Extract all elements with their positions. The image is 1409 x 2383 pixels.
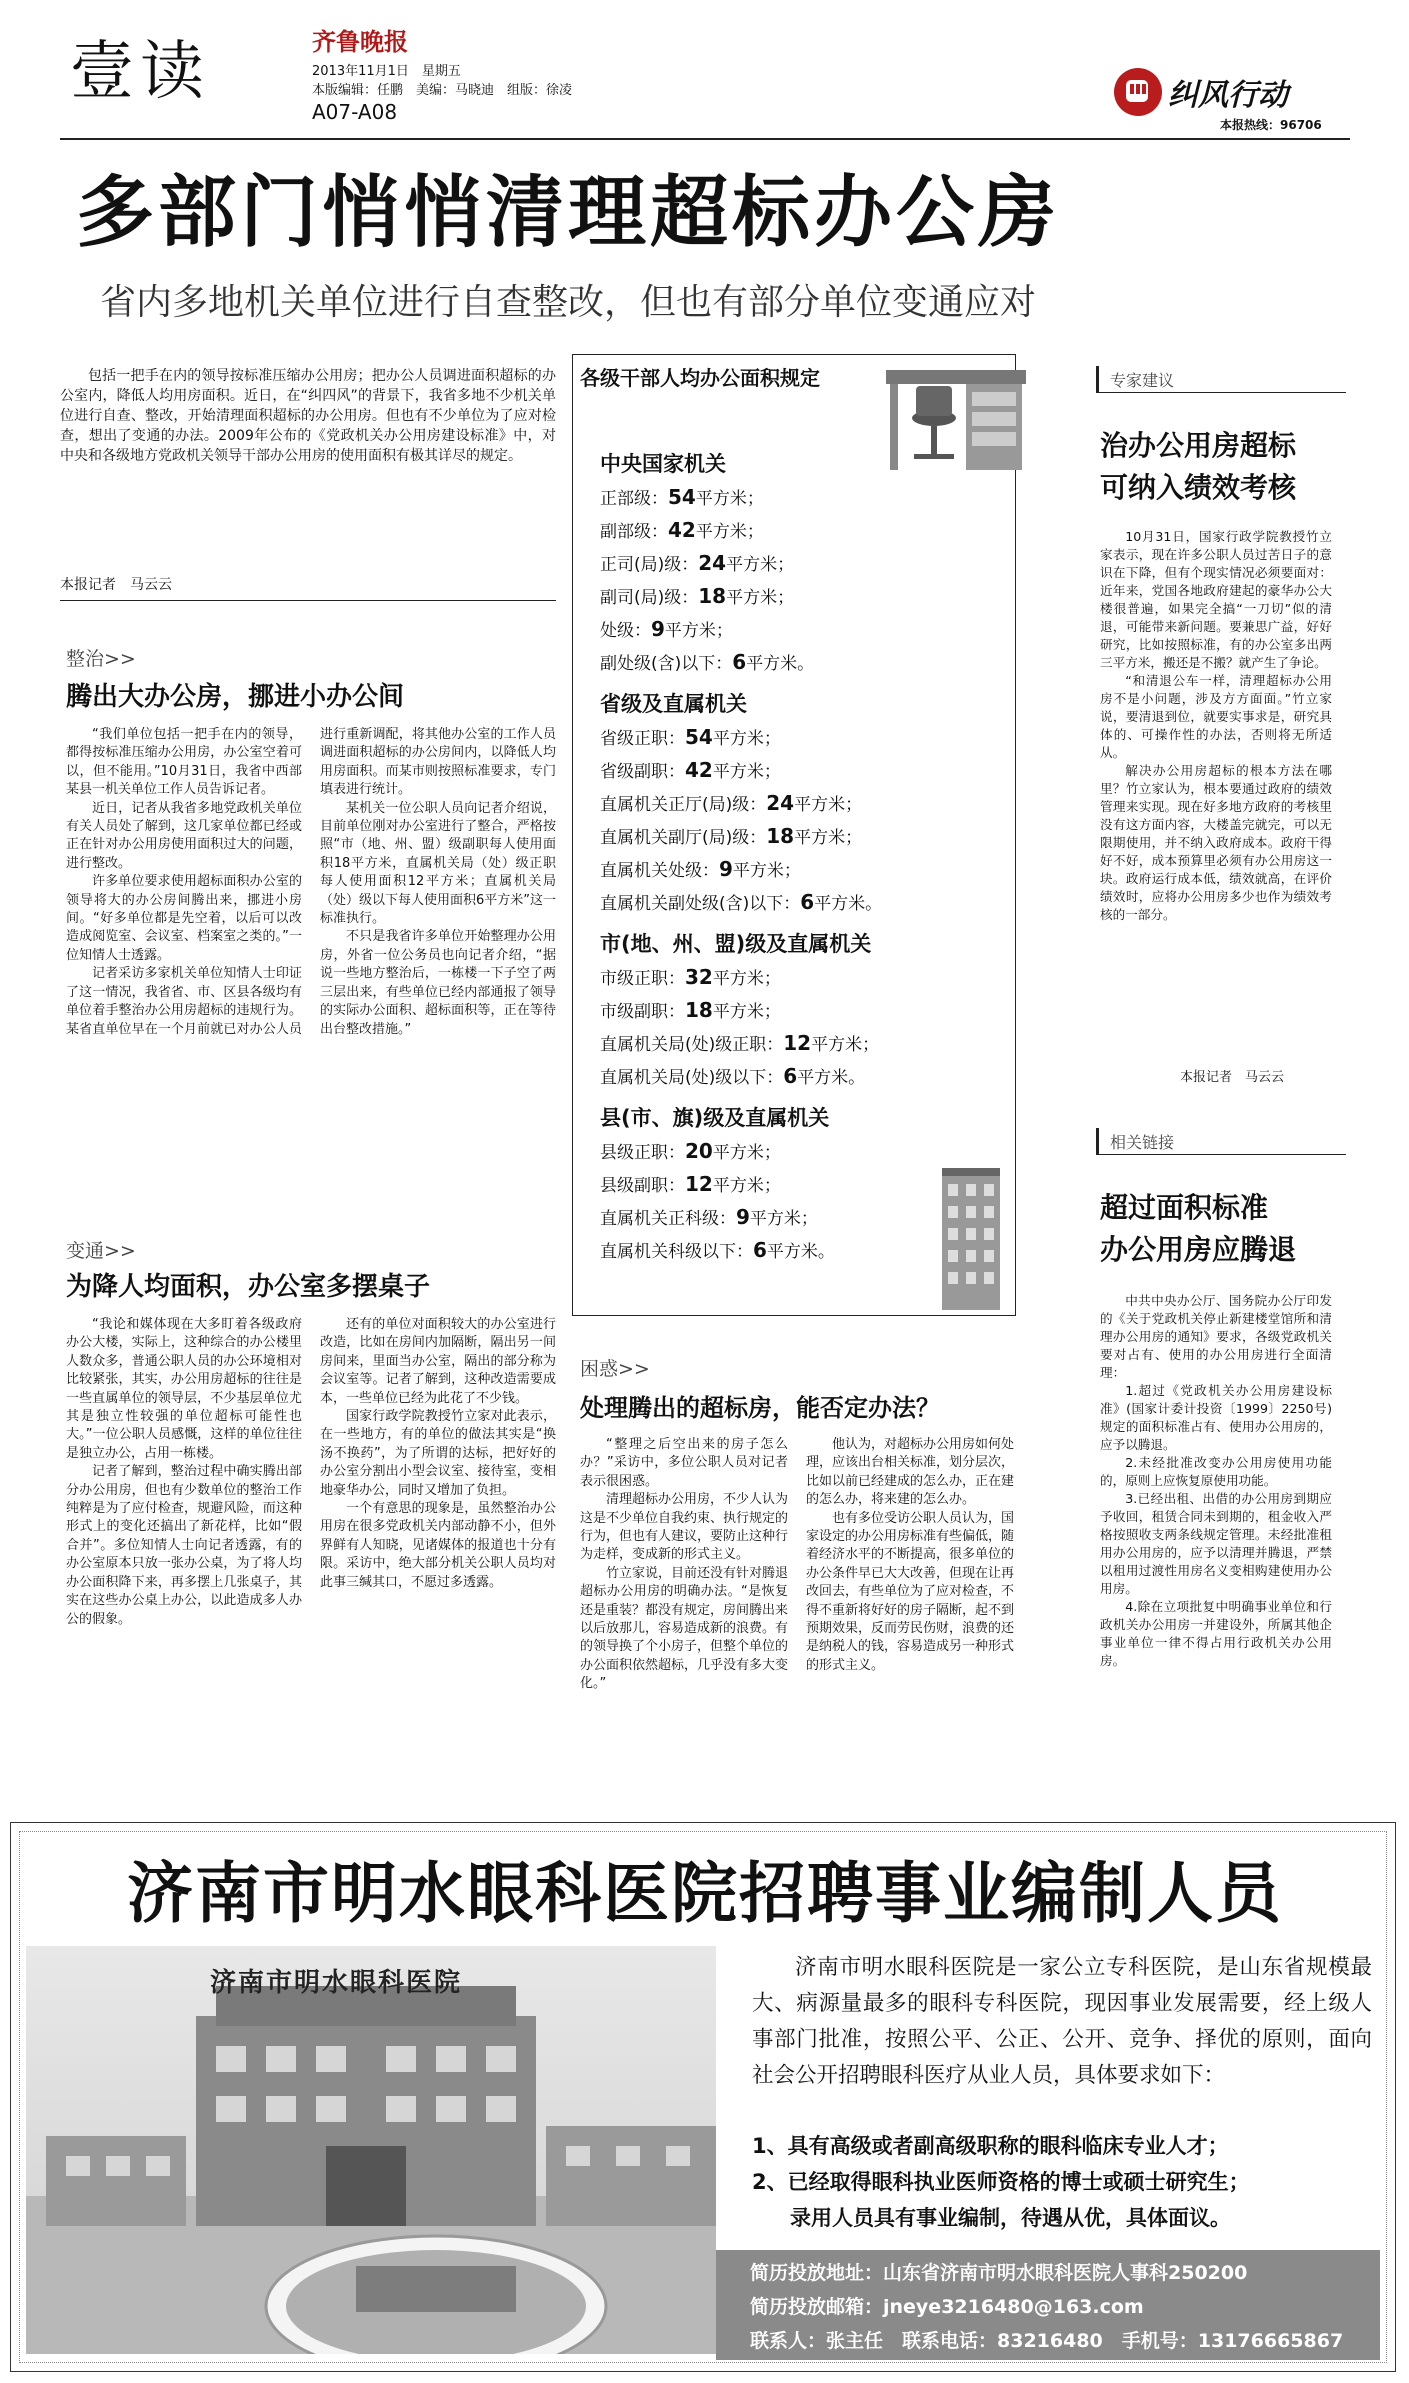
section1-body [66,726,556,1220]
page-numbers: A07-A08 [312,100,398,124]
list-item: 直属机关局(处)级正职：12平方米； [600,1031,880,1055]
list-item: 直属机关副处级(含)以下：6平方米。 [600,890,883,914]
building-illustration [936,1160,1006,1310]
masthead-rule [60,138,1350,140]
section1-p5: 某机关一位公职人员向记者介绍说，目前单位刚对办公室进行了整合，严格按照“市（地、州、盟）级副职每人使用面积18平方米，直属机关局（处）级正职每人使用面积12平方米；直属机关局（处）级以下每人使用面积6平方米”这一标准执行。 [320,800,557,927]
column-title: 纠风行动 [1168,78,1288,113]
section2-p1: “我论和媒体现在大多盯着各级政府办公大楼，实际上，这种综合的办公楼里人数众多，普通公职人员的办公环境相对比较紧张，其实，办公用房超标的往往是一些直属单位的领导层，不少基层单位尤其是独立性较强的单位超标可能性也大。”一位公职人员感慨，这样的单位往往是独立办公，占用一栋楼。 [66,1317,302,1461]
section3-p2: 清理超标办公用房，不少人认为这是不少单位自我约束、执行规定的行为，但也有人建议，要防止这种行为走样，变成新的形式主义。 [580,1492,789,1563]
section1-p6: 不只是我省许多单位开始整理办公用房，外省一位公务员也向记者介绍，“据说一些地方整治后，一栋楼一下子空了两三层出来，有些单位已经内部通报了领导的实际办公面积、超标面积等，正在等待出台整改措施。” [320,929,556,1037]
sidebar2-p3: 2.未经批准改变办公用房使用功能的，原则上应恢复原使用功能。 [1100,1455,1332,1488]
sidebar2-p1: 中共中央办公厅、国务院办公厅印发的《关于党政机关停止新建楼堂馆所和清理办公用房的通知》要求，各级党政机关要对占有、使用的办公用房进行全面清理： [1100,1293,1332,1380]
list-item: 正部级：54平方米； [600,485,764,509]
list-item: 副司(局)级：18平方米； [600,584,795,608]
section2-body [66,1316,556,1804]
lead-rule [60,600,556,601]
sidebar2-p5: 4.除在立项批复中明确事业单位和行政机关办公用房一并建设外，所属其他企事业单位一律不得占用行政机关办公用房。 [1100,1599,1332,1668]
sidebar1-tag: 专家建议 [1110,371,1175,390]
list-item: 县级副职：12平方米； [600,1172,781,1196]
sidebar1-body [1100,528,1332,924]
list-item: 副部级：42平方米； [600,518,764,542]
standards-list [600,440,1000,1268]
headline: 多部门悄悄清理超标办公房 [76,168,1061,258]
section3-tag: 困惑>> [580,1358,650,1380]
byline: 本报记者 马云云 [60,577,172,593]
list-item: 直属机关局(处)级以下：6平方米。 [600,1064,866,1088]
lead-paragraph [60,366,556,466]
section1-p1: “我们单位包括一把手在内的领导，都得按标准压缩办公用房，办公室空着可以，但不能用。”10月31日，我省中西部某县一机关单位工作人员告诉记者。 [66,727,302,798]
list-item: 正司(局)级：24平方米； [600,551,795,575]
section2-p3: 还有的单位对面积较大的办公室进行改造，比如在房间内加隔断，隔出另一间房间来，里面当办公室，隔出的部分称为会议室等。记者了解到，这种改造需要成本，一些单位已经为此花了不少钱。 [320,1317,556,1406]
list-item: 直属机关正科级：9平方米； [600,1205,818,1229]
group-county-title: 县(市、旗)级及直属机关 [600,1106,830,1130]
sidebar2-p2: 1.超过《党政机关办公用房建设标准》(国家计委计投资〔1999〕2250号)规定的面积标准占有、使用办公用房的，应予以腾退。 [1100,1383,1332,1452]
sidebar1-p2: “和清退公车一样，清理超标办公用房不是小问题，涉及方方面面。”竹立家说，要清退到位，就要实事求是，研究具体的、可操作性的办法，否则将无所适从。 [1100,673,1332,760]
section2-p4: 国家行政学院教授竹立家对此表示，在一些地方，有的单位的做法其实是“换汤不换药”，为了所谓的达标，把好好的办公室分割出小型会议室、接待室，变相地豪华办公，同时又增加了负担。 [320,1409,556,1498]
ad-contact: 联系人：张主任 联系电话：83216480 手机号：13176665867 [750,2330,1344,2352]
section1-title: 腾出大办公房，挪进小办公间 [66,682,405,712]
sidebar2-rule [1096,1154,1346,1155]
list-item: 县级正职：20平方米； [600,1139,781,1163]
paper-name: 齐鲁晚报 [312,27,408,56]
sidebar1-title-2: 可纳入绩效考核 [1100,471,1297,504]
section2-tag: 变通>> [66,1240,136,1262]
list-item: 副处级(含)以下：6平方米。 [600,650,815,674]
list-item: 省级正职：54平方米； [600,725,781,749]
list-item: 处级：9平方米； [600,617,733,641]
section2-title: 为降人均面积，办公室多摆桌子 [66,1272,431,1302]
sidebar2-tag: 相关链接 [1110,1133,1175,1152]
editors: 本版编辑：任鹏 美编：马晓迪 组版：徐凌 [312,83,573,98]
sidebar1-p3: 解决办公用房超标的根本方法在哪里？竹立家认为，根本要通过政府的绩效管理来实现。现在好多地方政府的考核里没有这方面内容，大楼盖完就完，可以无限期使用，并不纳入政府成本。政府干得好不好，成本预算里必须有办公用房这一块。政府运行成本低，绩效就高，在评价绩效时，应将办公用房多少也作为绩效考核的一部分。 [1100,763,1332,922]
hospital-photo-caption: 济南市明水眼科医院 [210,1968,463,1998]
sidebar2-title-2: 办公用房应腾退 [1100,1233,1297,1266]
sidebar1-p1: 10月31日，国家行政学院教授竹立家表示，现在许多公职人员过苦日子的意识在下降，但有个现实情况必须要面对：近年来，党国各地政府建起的豪华办公大楼很普遍，如果完全搞“一刀切”似的清退，可能带来新问题。要兼思广益，好好研究，比如按照标准，有的办公室多出两三平方米，搬还是不搬？就产生了争论。 [1100,529,1332,670]
fist-icon [1112,66,1164,118]
ad-email[interactable]: 简历投放邮箱：jneye3216480@163.com [750,2296,1144,2318]
ad-contact-band [716,2250,1380,2360]
sidebar1-rule [1096,392,1346,393]
ad-requirement-2: 2、已经取得眼科执业医师资格的博士或硕士研究生； [752,2170,1250,2194]
ad-requirement-1: 1、具有高级或者副高级职称的眼科临床专业人才； [752,2134,1229,2158]
section2-p2: 记者了解到，整治过程中确实腾出部分办公用房，但也有少数单位的整治工作纯粹是为了应付检查，规避风险，而这种形式上的变化还搞出了新花样，比如“假合并”。多位知情人士向记者透露，有的办公室原本只放一张办公桌，为了将人均办公面积降下来，再多摆上几张桌子，其实在这些办公桌上办公，以此造成多人办公的假象。 [66,1464,302,1627]
section1-p3: 许多单位要求使用超标面积办公室的领导将大的办公房间腾出来，挪进小房间。“好多单位都是先空着，以后可以改造成阅览室、会议室、档案室之类的。”一位知情人士透露。 [66,874,302,963]
sidebar2-title-1: 超过面积标准 [1100,1191,1269,1224]
ad-intro-text: 济南市明水眼科医院是一家公立专科医院，是山东省规模最大、病源量最多的眼科专科医院，现因事业发展需要，经上级人事部门批准，按照公平、公正、公开、竞争、择优的原则，面向社会公开招聘眼科医疗从业人员，具体要求如下： [752,1955,1372,2088]
hospital-photo [26,1946,716,2354]
list-item: 市级正职：32平方米； [600,965,781,989]
sidebar2-body [1100,1292,1332,1670]
section3-title: 处理腾出的超标房，能否定办法？ [580,1394,940,1422]
section3-p1: “整理之后空出来的房子怎么办？”采访中，多位公职人员对记者表示很困惑。 [580,1437,788,1489]
section3-p4: 他认为，对超标办公用房如何处理，应该出台相关标准，划分层次，比如以前已经建成的怎么办，正在建的怎么办，将来建的怎么办。 [806,1437,1015,1508]
section2-p5: 一个有意思的现象是，虽然整治办公用房在很多党政机关内部动静不小，但外界鲜有人知晓，见诸媒体的报道也十分有限。采访中，绝大部分机关公职人员均对此事三缄其口，不愿过多透露。 [320,1501,556,1590]
sidebar2-p4: 3.已经出租、出借的办公用房到期应予收回，租赁合同未到期的，租金收入严格按照收支两条线规定管理。未经批准租用办公用房的，应予以清理并腾退，严禁以租用过渡性用房名义变相购建使用办公用房。 [1100,1491,1332,1596]
ad-address: 简历投放地址：山东省济南市明水眼科医院人事科250200 [750,2262,1248,2284]
list-item: 直属机关科级以下：6平方米。 [600,1238,835,1262]
sidebar1-title-1: 治办公用房超标 [1100,429,1297,462]
group-city-title: 市(地、州、盟)级及直属机关 [600,932,872,956]
ad-headline: 济南市明水眼科医院招聘事业编制人员 [127,1855,1283,1932]
section3-p3: 竹立家说，目前还没有针对腾退超标办公用房的明确办法。“是恢复还是重装？都没有规定，房间腾出来以后放那儿，容易造成新的浪费。有的领导换了个小房子，但整个单位的办公面积依然超标，几乎没有多大变化。” [580,1565,789,1692]
section1-tag: 整治>> [66,648,136,670]
hotline: 本报热线：96706 [1220,118,1322,132]
issue-date: 2013年11月1日 星期五 [312,64,461,79]
section-title: 壹读 [70,35,210,109]
subheadline: 省内多地机关单位进行自查整改，但也有部分单位变通应对 [100,282,1037,323]
list-item: 直属机关正厅(局)级：24平方米； [600,791,863,815]
section3-body [580,1436,1014,1804]
section1-p2: 近日，记者从我省多地党政机关单位有关人员处了解到，这几家单位都已经或正在针对办公用房使用面积过大的问题，进行整改。 [66,800,302,871]
sidebar1-byline: 本报记者 马云云 [1180,1070,1285,1085]
ad-requirement-3: 录用人员具有事业编制，待遇从优，具体面议。 [790,2206,1231,2230]
group-provincial-title: 省级及直属机关 [600,692,747,716]
list-item: 直属机关处级：9平方米； [600,857,801,881]
list-item: 市级副职：18平方米； [600,998,781,1022]
standards-title: 各级干部人均办公面积规定 [580,362,826,391]
list-item: 直属机关副厅(局)级：18平方米； [600,824,863,848]
list-item: 省级副职：42平方米； [600,758,781,782]
lead-text: 包括一把手在内的领导按标准压缩办公用房；把办公人员调进面积超标的办公室内，降低人均用房面积。近日，在“纠四风”的背景下，我省多地不少机关单位进行自查、整改，开始清理面积超标的办公用房。但也有不少单位为了应对检查，想出了变通的办法。2009年公布的《党政机关办公用房建设标准》中，对中央和各级地方党政机关领导干部办公用房的使用面积有极其详尽的规定。 [60,368,556,464]
ad-intro [752,1950,1372,2094]
group-central-title: 中央国家机关 [600,452,726,476]
section1-p4: 记者采访多家机关单位知情人士印证了这一情况，我省省、市、区县各级均有单位着手整治办公用房超标的违规行为。某省直单位早在一个月前就已对办公人员进行重新调配，将其他办公室的工作人员调进面积超标的办公房间内，以降低人均用房面积。而某市则按照标准要求，专门填表进行统计。 [66,727,556,1037]
section3-p5: 也有多位受访公职人员认为，国家设定的办公用房标准有些偏低，随着经济水平的不断提高，很多单位的办公条件早已大大改善，但现在让再改回去，有些单位为了应对检查，不得不重新将好好的房子隔断，起不到预期效果，反而劳民伤财，浪费的还是纳税人的钱，容易造成另一种形式的形式主义。 [806,1510,1015,1673]
